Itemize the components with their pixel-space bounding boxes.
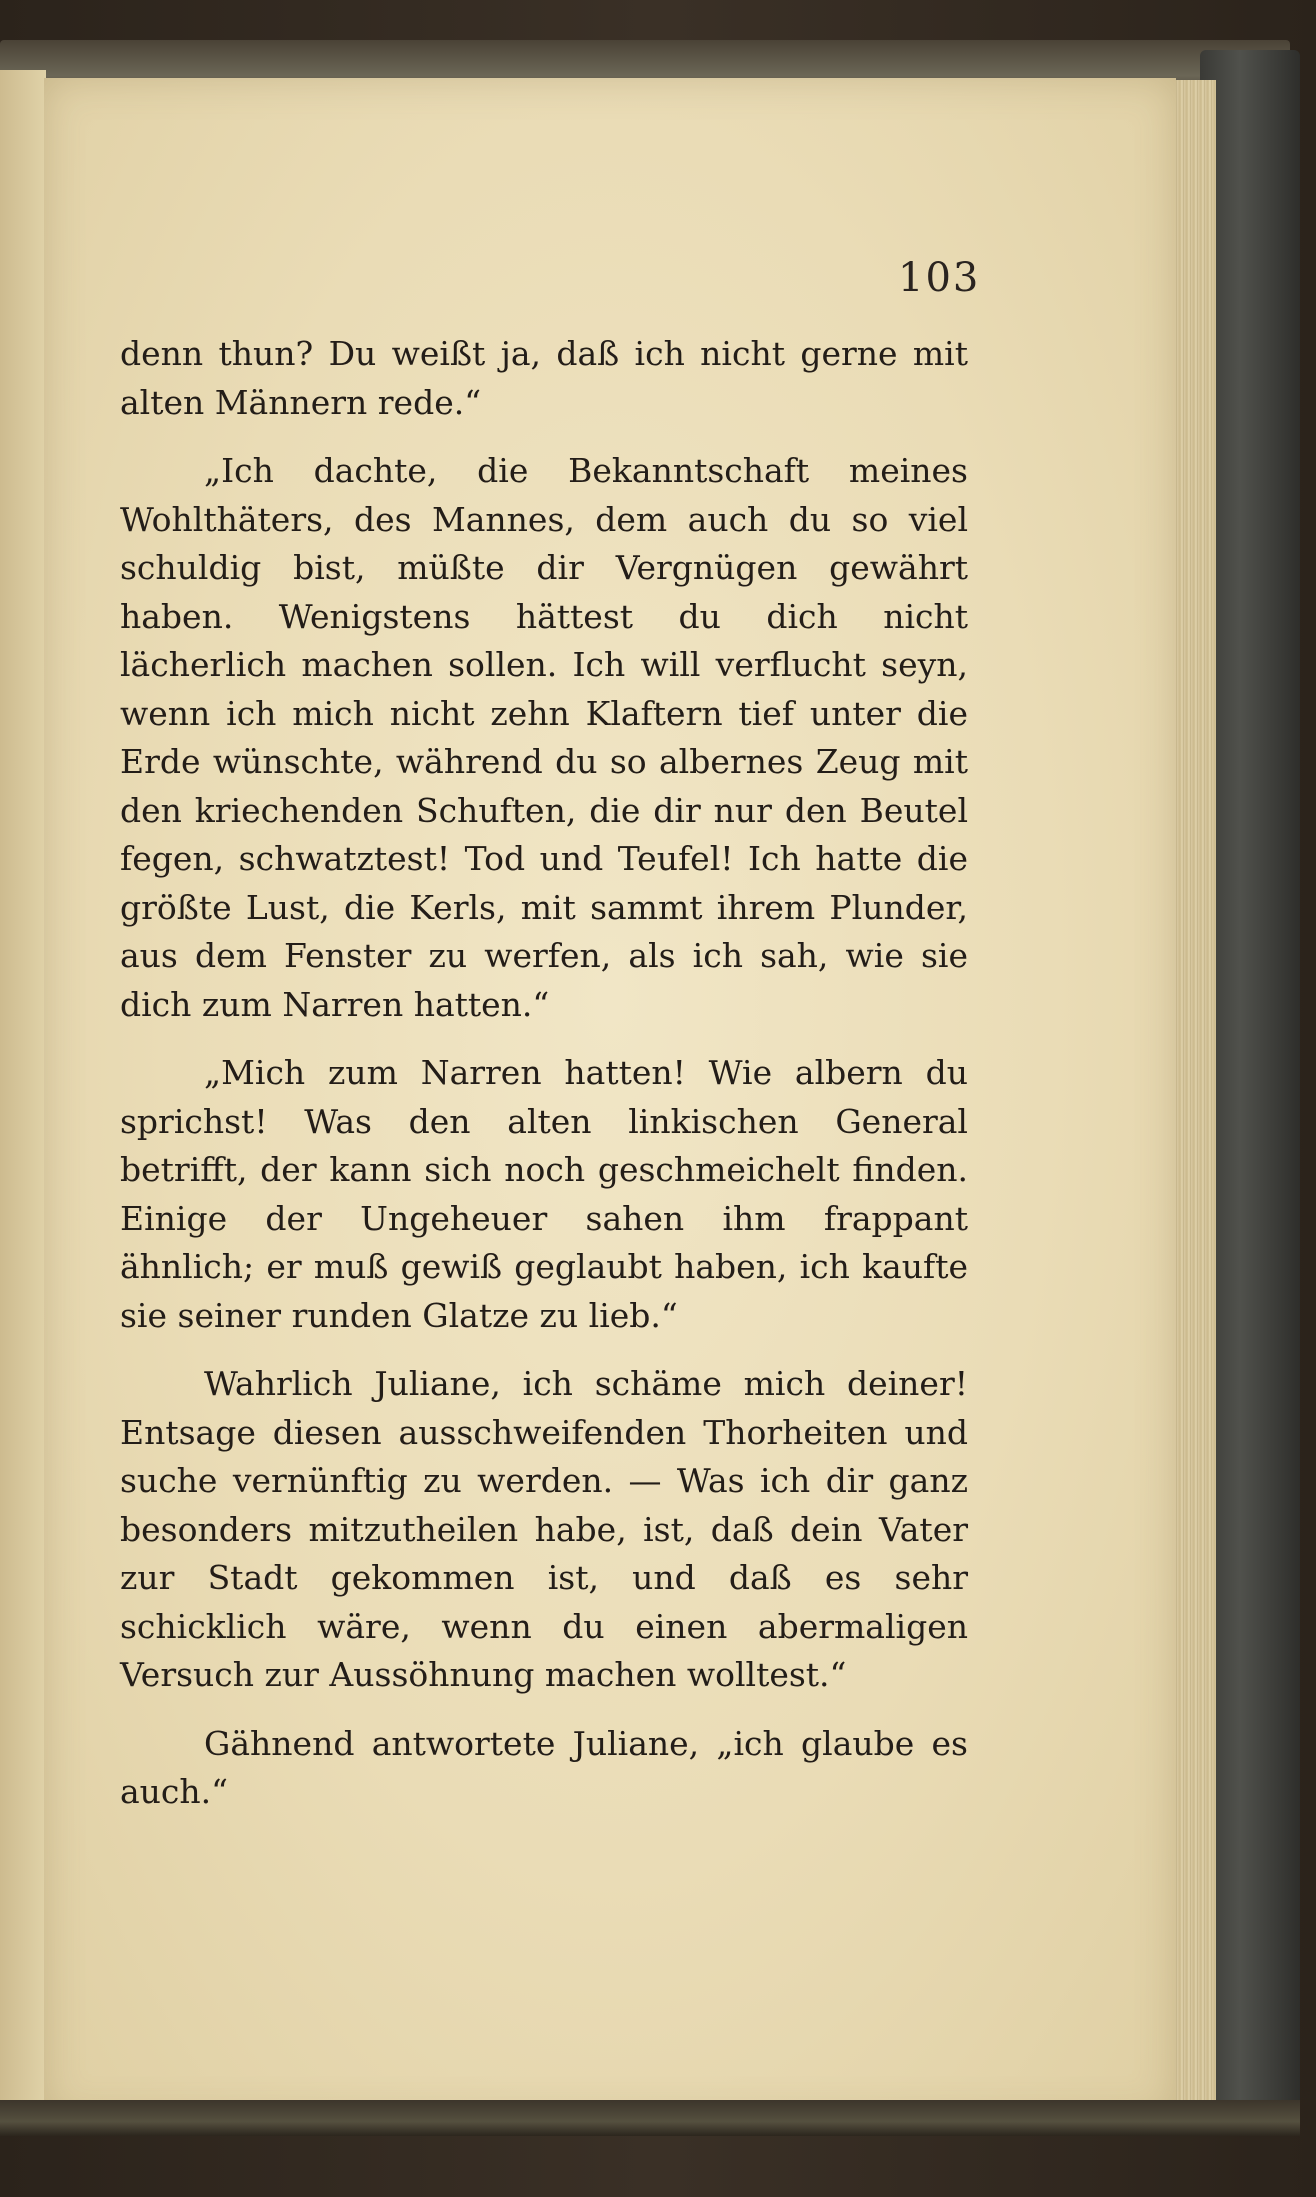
paragraph-3: „Mich zum Narren hatten! Wie albern du sprichst! Was den alten linkischen General betrifft, der kann sich noch geschmeichelt finden. Einige der Ungeheuer sahen ihm frappant ähnlich; er muß gewiß geglaubt haben, ich kaufte sie seiner runden Glatze zu lieb.“	[120, 1053, 968, 1335]
page-text	[120, 330, 968, 1837]
book-bottom-edge	[0, 2100, 1300, 2136]
page-number: 103	[898, 255, 981, 301]
paragraph-5: Gähnend antwortete Juliane, „ich glaube es auch.“	[120, 1723, 968, 1811]
paragraph-4: Wahrlich Juliane, ich schäme mich deiner! Entsage diesen ausschweifenden Thorheiten und suche vernünftig zu werden. — Was ich dir ganz besonders mitzutheilen habe, ist, daß dein Vater zur Stadt gekommen ist, und daß es sehr schicklich wäre, wenn du einen abermaligen Versuch zur Aussöhnung machen wolltest.“	[120, 1364, 968, 1694]
paragraph-2: „Ich dachte, die Bekanntschaft meines Wohlthäters, des Mannes, dem auch du so viel schuldig bist, müßte dir Vergnügen gewährt haben. Wenigstens hättest du dich nicht lächerlich machen sollen. Ich will verflucht seyn, wenn ich mich nicht zehn Klaftern tief unter die Erde wünschte, während du so albernes Zeug mit den kriechenden Schuften, die dir nur den Beutel fegen, schwatztest! Tod und Teufel! Ich hatte die größte Lust, die Kerls, mit sammt ihrem Plunder, aus dem Fenster zu werfen, als ich sah, wie sie dich zum Narren hatten.“	[120, 451, 968, 1024]
left-page-edge	[0, 70, 46, 2130]
paragraph-1: denn thun? Du weißt ja, daß ich nicht gerne mit alten Männern rede.“	[120, 334, 968, 422]
page-stack-edges	[1170, 80, 1216, 2110]
